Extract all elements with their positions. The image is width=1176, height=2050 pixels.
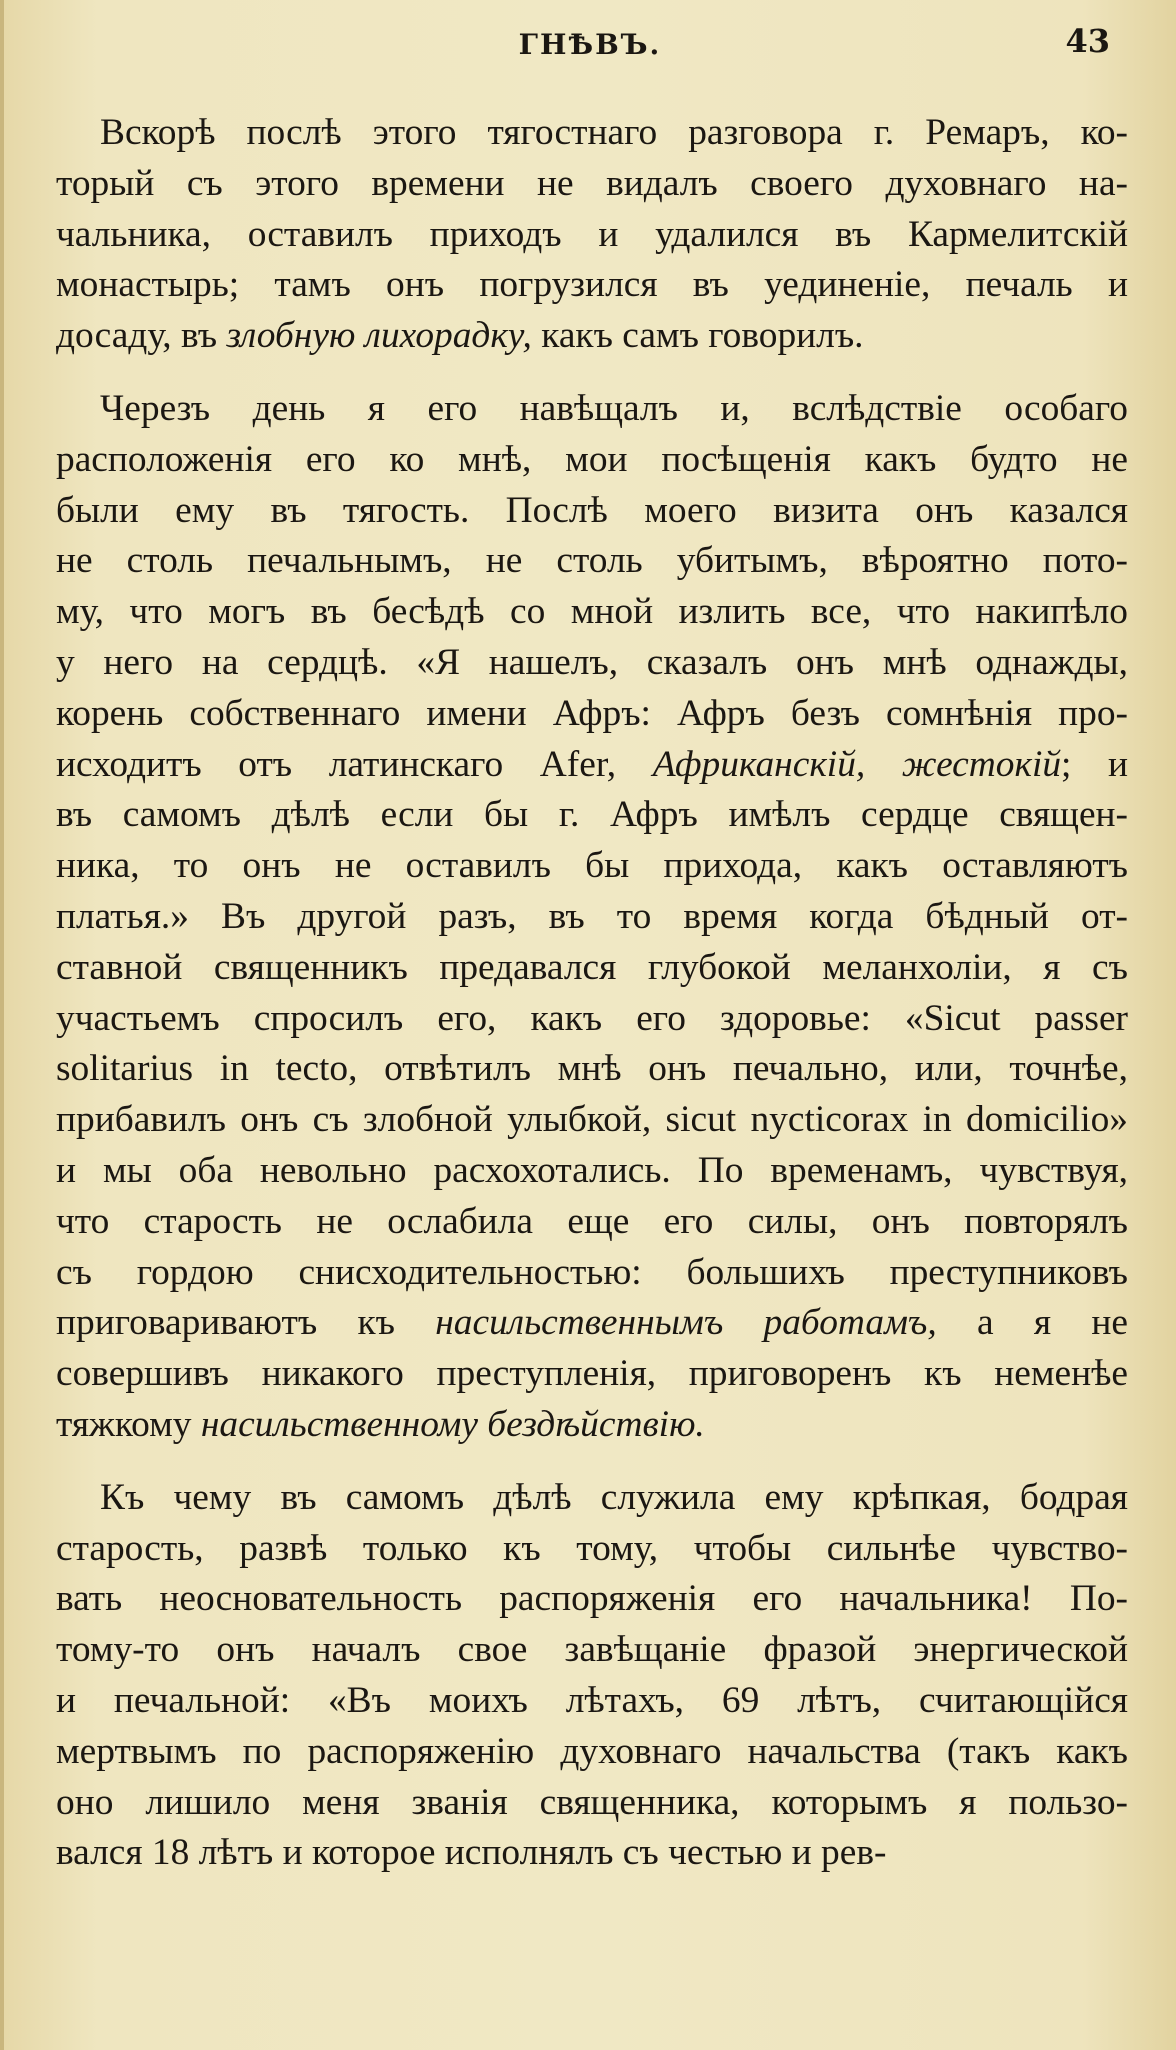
text-line xyxy=(56,1248,1128,1299)
text-line xyxy=(56,260,1128,311)
text-line xyxy=(56,943,1128,994)
text-line xyxy=(56,689,1128,740)
text-line xyxy=(56,210,1128,261)
text-line xyxy=(56,1095,1128,1146)
line-text: платья.» Въ другой разъ, въ то время когда бѣдный от- xyxy=(56,895,1128,937)
line-text: solitarius in tecto, отвѣтилъ мнѣ онъ печально, или, точнѣе, xyxy=(56,1048,1128,1090)
text-line xyxy=(56,536,1128,587)
line-text: въ самомъ дѣлѣ если бы г. Афръ имѣлъ сердце священ- xyxy=(56,794,1128,836)
text-line xyxy=(56,384,1128,435)
text-line xyxy=(56,638,1128,689)
text-line xyxy=(56,1524,1128,1575)
line-text: ставной священникъ предавался глубокой меланхоліи, я съ xyxy=(56,946,1128,988)
line-text: совершивъ никакого преступленія, приговоренъ къ неменѣе xyxy=(56,1353,1128,1395)
line-text: а я не xyxy=(936,1302,1128,1344)
running-head xyxy=(4,22,1176,68)
text-line xyxy=(56,1349,1128,1400)
line-text: вать неосновательность распоряженія его начальника! По- xyxy=(56,1578,1128,1620)
line-text: оно лишило меня званія священника, которымъ я пользо- xyxy=(56,1781,1128,1823)
emphasis-text: насильственнымъ работамъ, xyxy=(435,1302,937,1344)
line-text: корень собственнаго имени Афръ: Афръ безъ сомнѣнія про- xyxy=(56,692,1128,734)
line-text: расположенія его ко мнѣ, мои посѣщенія какъ будто не xyxy=(56,438,1128,480)
line-text: не столь печальнымъ, не столь убитымъ, вѣроятно пото- xyxy=(56,540,1128,582)
text-line xyxy=(56,1197,1128,1248)
text-line xyxy=(56,108,1128,159)
line-text: монастырь; тамъ онъ погрузился въ уединеніе, печаль и xyxy=(56,264,1128,306)
text-line xyxy=(56,892,1128,943)
text-line xyxy=(56,1574,1128,1625)
text-line xyxy=(56,1828,1128,1879)
line-text: исходитъ отъ латинскаго Afer, xyxy=(56,743,653,785)
running-title: ГНѢВЪ. xyxy=(518,28,662,61)
line-text: тяжкому xyxy=(56,1403,201,1445)
text-line xyxy=(56,841,1128,892)
page-number: 43 xyxy=(1065,22,1110,60)
text-line xyxy=(56,1473,1128,1524)
line-text: досаду, въ xyxy=(56,315,227,357)
text-line xyxy=(56,486,1128,537)
line-text: что старость не ослабила еще его силы, онъ повторялъ xyxy=(56,1200,1128,1242)
line-text: и печальной: «Въ моихъ лѣтахъ, 69 лѣтъ, считающійся xyxy=(56,1679,1128,1721)
line-text: вался 18 лѣтъ и которое исполнялъ съ честью и рев- xyxy=(56,1832,887,1874)
line-text: Черезъ день я его навѣщалъ и, вслѣдствіе особаго xyxy=(100,387,1128,429)
text-line xyxy=(56,1625,1128,1676)
line-text: у него на сердцѣ. «Я нашелъ, сказалъ онъ мнѣ однажды, xyxy=(56,641,1128,683)
line-text: прибавилъ онъ съ злобной улыбкой, sicut nycticorax in domicilio» xyxy=(56,1099,1128,1141)
line-text: ; и xyxy=(1061,743,1128,785)
text-line xyxy=(56,994,1128,1045)
text-line xyxy=(56,587,1128,638)
line-text: были ему въ тягость. Послѣ моего визита онъ казался xyxy=(56,489,1128,531)
line-text: старость, развѣ только къ тому, чтобы сильнѣе чувство- xyxy=(56,1527,1128,1569)
emphasis-text: насильственному бездѣйствію. xyxy=(200,1403,705,1445)
line-text: участьемъ спросилъ его, какъ его здоровье: «Sicut passer xyxy=(56,997,1128,1039)
paragraph xyxy=(56,108,1128,362)
line-text: ника, то онъ не оставилъ бы прихода, какъ оставляютъ xyxy=(56,845,1128,887)
text-line xyxy=(56,1400,1128,1451)
line-text: Къ чему въ самомъ дѣлѣ служила ему крѣпкая, бодрая xyxy=(100,1476,1128,1518)
text-line xyxy=(56,435,1128,486)
line-text: и мы оба невольно расхохотались. По временамъ, чувствуя, xyxy=(56,1149,1128,1191)
emphasis-text: Африканскій, жестокій xyxy=(652,743,1062,785)
paragraph xyxy=(56,1473,1128,1879)
line-text: торый съ этого времени не видалъ своего духовнаго на- xyxy=(56,162,1128,204)
line-text: му, что могъ въ бесѣдѣ со мной излить все, что накипѣло xyxy=(56,591,1128,633)
line-text: тому-то онъ началъ свое завѣщаніе фразой энергической xyxy=(56,1629,1128,1671)
text-line xyxy=(56,1676,1128,1727)
line-text: приговариваютъ къ xyxy=(56,1302,436,1344)
emphasis-text: злобную лихорадку, xyxy=(226,315,532,357)
body-text xyxy=(56,108,1128,1879)
text-line xyxy=(56,790,1128,841)
text-line xyxy=(56,311,1128,362)
line-text: съ гордою снисходительностью: большихъ преступниковъ xyxy=(56,1251,1128,1293)
line-text: мертвымъ по распоряженію духовнаго начальства (такъ какъ xyxy=(56,1730,1128,1772)
line-text: чальника, оставилъ приходъ и удалился въ Кармелитскій xyxy=(56,213,1128,255)
paragraph xyxy=(56,384,1128,1451)
text-line xyxy=(56,1298,1128,1349)
line-text: какъ самъ говорилъ. xyxy=(531,315,864,357)
line-text: Вскорѣ послѣ этого тягостнаго разговора г. Ремаръ, ко- xyxy=(100,112,1128,153)
text-line xyxy=(56,740,1128,791)
text-line xyxy=(56,1727,1128,1778)
text-line xyxy=(56,1044,1128,1095)
text-line xyxy=(56,159,1128,210)
text-line xyxy=(56,1778,1128,1829)
text-line xyxy=(56,1146,1128,1197)
